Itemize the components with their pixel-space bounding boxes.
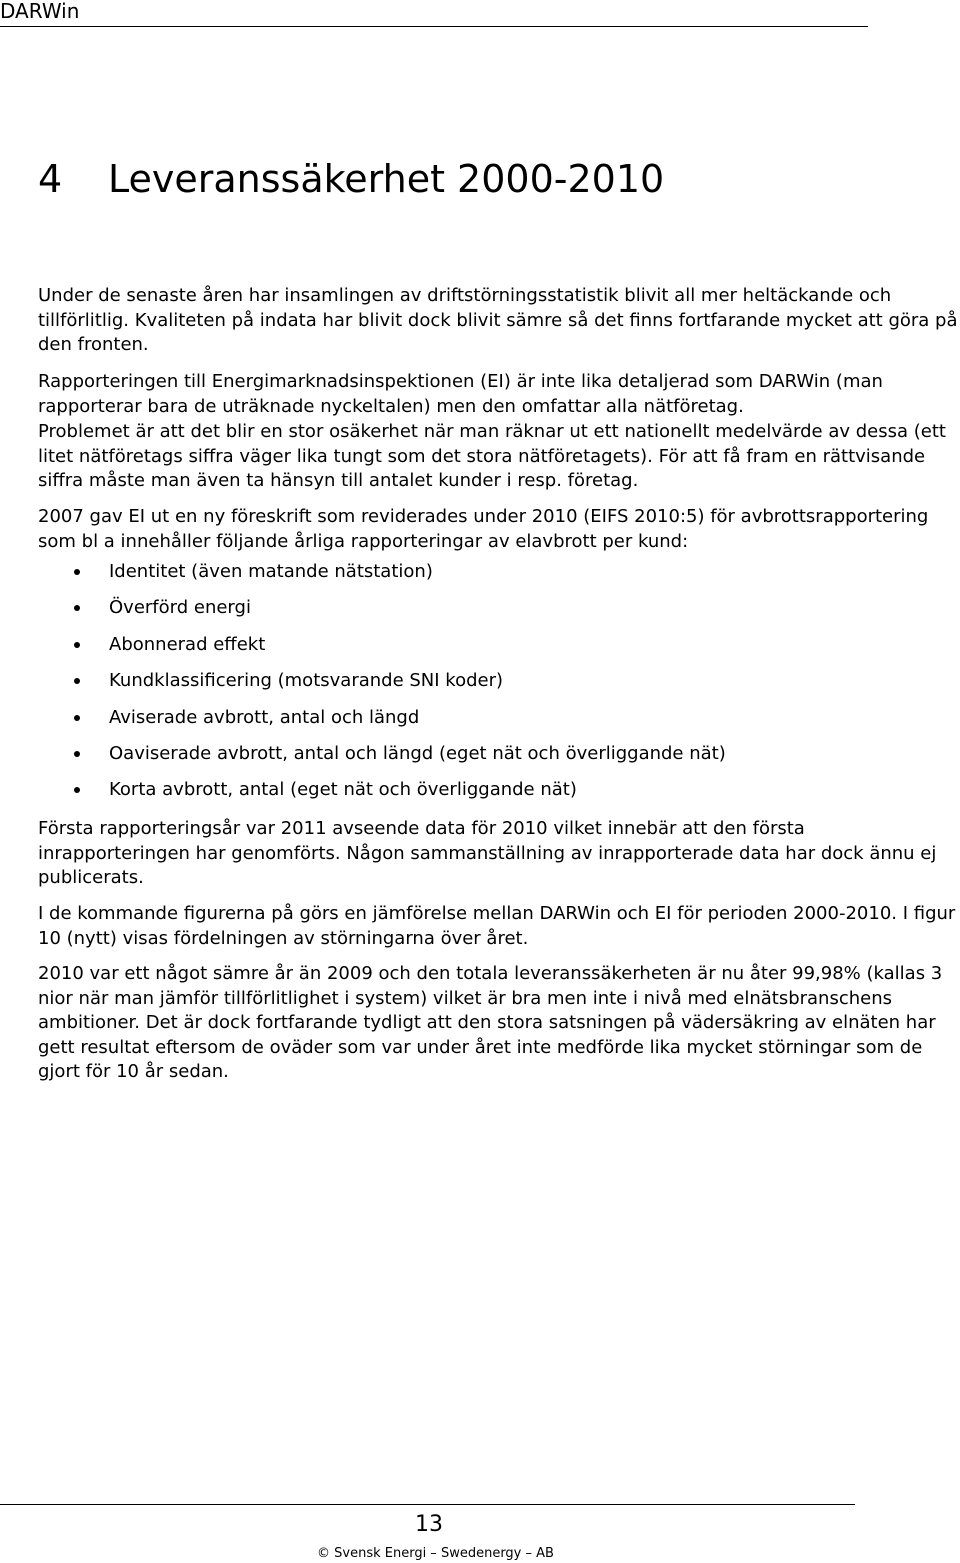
list-item xyxy=(38,596,726,632)
bullet-icon xyxy=(74,569,80,575)
paragraph-first-reporting: Första rapporteringsår var 2011 avseende data för 2010 vilket innebär att den första inrapporteringen har genomförts. Någon sammanställning av inrapporterade data har dock ännu ej publicerats. xyxy=(38,818,937,888)
running-header: DARWin xyxy=(0,0,80,23)
list-item xyxy=(38,633,726,669)
list-item xyxy=(38,742,726,778)
chapter-heading xyxy=(38,156,664,202)
bullet-icon xyxy=(74,715,80,721)
list-item xyxy=(38,560,726,596)
bullet-icon xyxy=(74,787,80,793)
paragraph-intro: Under de senaste åren har insamlingen av driftstörningsstatistik blivit all mer heltäckande och tillförlitlig. Kvaliteten på indata har blivit dock blivit sämre så det finns fortfarande mycket att göra på den fronten. xyxy=(38,285,958,355)
list-item-text: Korta avbrott, antal (eget nät och överliggande nät) xyxy=(109,779,577,801)
reporting-list xyxy=(38,560,726,815)
list-item xyxy=(38,706,726,742)
list-item-text: Oaviserade avbrott, antal och längd (eget nät och överliggande nät) xyxy=(109,742,726,764)
list-item-text: Identitet (även matande nätstation) xyxy=(109,561,433,582)
paragraph-regulation: 2007 gav EI ut en ny föreskrift som reviderades under 2010 (EIFS 2010:5) för avbrottsrapportering som bl a innehåller följande årliga rapporteringar av elavbrott per kund: xyxy=(38,506,929,552)
bullet-icon xyxy=(74,678,80,684)
bullet-icon xyxy=(74,605,80,611)
list-item-text: Överförd energi xyxy=(109,597,251,619)
list-item-text: Abonnerad effekt xyxy=(109,633,266,655)
header-divider xyxy=(0,26,868,27)
paragraph-problem: Problemet är att det blir en stor osäkerhet när man räknar ut ett nationellt medelvärde av dessa (ett litet nätföretags siffra väger lika tungt som det stora nätföretagets). För att få fram en rättvisande siffra måste man även ta hänsyn till antalet kunder i resp. företag. xyxy=(38,421,946,491)
page-number: 13 xyxy=(415,1512,443,1537)
list-item xyxy=(38,669,726,705)
list-item xyxy=(38,778,726,814)
bullet-icon xyxy=(74,642,80,648)
paragraph-2010-summary: 2010 var ett något sämre år än 2009 och den totala leveranssäkerheten är nu åter 99,98% (kallas 3 nior när man jämför tillförlitlighet i system) vilket är bra men inte i nivå med elnätsbranschens ambitioner. Det är dock fortfarande tydligt att den stora satsningen på vädersäkring av elnäten har gett resultat eftersom de oväder som var under året inte medförde lika mycket störningar som de gjort för 10 år sedan. xyxy=(38,963,943,1082)
footer-divider xyxy=(0,1504,855,1505)
chapter-title: Leveranssäkerhet 2000-2010 xyxy=(108,157,665,201)
list-item-text: Kundklassificering (motsvarande SNI koder) xyxy=(109,670,504,692)
chapter-number: 4 xyxy=(38,157,63,201)
paragraph-comparison: I de kommande figurerna på görs en jämförelse mellan DARWin och EI för perioden 2000-2010. I figur 10 (nytt) visas fördelningen av störningarna över året. xyxy=(38,903,956,949)
list-item-text: Aviserade avbrott, antal och längd xyxy=(109,706,420,728)
paragraph-reporting: Rapporteringen till Energimarknadsinspektionen (EI) är inte lika detaljerad som DARWin (man rapporterar bara de uträknade nyckeltalen) men den omfattar alla nätföretag. xyxy=(38,371,883,417)
bullet-icon xyxy=(74,751,80,757)
footer-copyright: © Svensk Energi – Swedenergy – AB xyxy=(317,1546,554,1561)
